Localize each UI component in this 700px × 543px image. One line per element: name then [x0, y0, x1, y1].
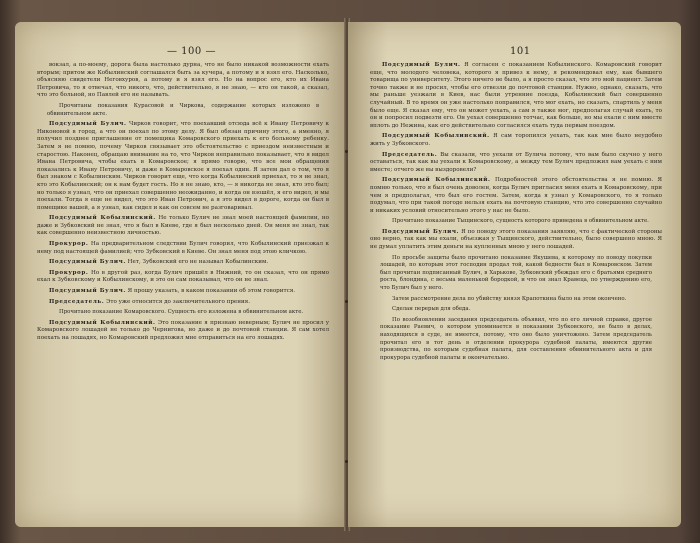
speaker-name: Подсудимый Булич. — [49, 288, 126, 295]
paragraph-note: Затем рассмотрение дела по убийству князя Крапоткина было на этом окончено. — [392, 295, 627, 302]
paragraph-speech — [37, 299, 329, 307]
right-page-number: 101 — [510, 46, 531, 57]
paragraph: вокзал, а по-моему, дорога была настолько дурна, что не было никакой возможности ехать вторым; притом же Кобылинский соглашался быть за кучера, а потому и я взял его. Насколько, объясняю свидетели Неговхуров, а потому и я взял его. Но на вопрос его, кто их Ивана Петровича, то я отвечал, что никого, что, действительно, я не знаю, — кто он такой, а сказал, что это больной, но Павлей его не называть. — [37, 62, 329, 99]
speech-text: Я сам торопился уехать, так как мне было неудобно жить у Зубковского. — [370, 133, 662, 147]
paragraph-speech — [37, 270, 329, 285]
speaker-name: Подсудимый Кобылинский. — [49, 319, 156, 326]
speaker-name: Подсудимый Булич. — [49, 259, 126, 266]
paragraph-speech — [37, 259, 329, 267]
right-page — [348, 22, 681, 527]
speaker-name: Подсудимый Булич. — [382, 62, 461, 68]
speaker-name: Подсудимый Булич. — [382, 228, 460, 235]
paragraph-speech — [370, 229, 662, 252]
speech-text: Подробностей этого обстоятельства я не помню. Я помню только, что я был очень доволен, когда Булич пригласил меня ехать в Комаровскому, при чем я предполагал, что был его гостем. Затем, когда я узнал у Комаровского, то я только подумал, что при такой погоде нельзя ехать на почтовую станцию, что это совершенно случайно и никаких условий относительно этого у нас не было. — [370, 177, 662, 214]
speech-text: Вы сказали, что уехали от Булича потому, что вам было скучно у него оставаться, так как вы уехали к Комаровскому, а между тем Булич предложил вам уехать с ним вместе; отчего же вы выздоровели? — [370, 151, 662, 173]
speech-text: На предварительном следствии Булич говорил, что Кобылинский приезжал к нему под настоящей фамилией; что Зубковский в Киеве. Он знал меня под этою кличкою. — [37, 241, 329, 255]
left-page — [15, 22, 346, 527]
paragraph-speech — [370, 177, 662, 215]
paragraph-speech — [37, 241, 329, 256]
speaker-name: Подсудимый Булич. — [49, 121, 127, 128]
paragraph-note: Прочитано показание Комаровского. Сущность его изложена в обвинительном акте. — [59, 309, 304, 316]
speech-text: Чирков говорит, что поехавший отсюда всё к Ивану Петровичу к Никоновой в город, а что он поехал по этому делу. Я был обязан причину этого, а именно, я получил позднее приглашение от помещика Комаровского приехать к его больному ребенку. Затем я не помню, почему Чирков связывает это обстоятельство с приездом неизвестным и старостою. Наконец, обращаю внимание на то, что Чирков неправильно показывает, что я видел Ивана Петровича, чтобы ехать в Комаровское; я прямо говорю, что все мои обращения показались к Ивану Петровичу, и даже в Комаровское я поехал один. Я затем дал о том, что я был знаком с Кобылинским. Чирков говорит еще, что когда Кобылинский приехал, то я не знал, кто это Кобылинский; он к нам будет гость. Но я не знаю, кто, — я никогда не знал, кто это был; но только я узнал, что он приехал совершенно неожиданно, и когда он взошёл, я его видел, и мы поехали. Тогда я еще не видел, что это Иван Петрович, а я это видел в дороге, когда он был в помещике вашей, а я узнал, как сидел и как он совсем не разговаривал. — [37, 121, 329, 211]
speaker-name: Прокурор. — [49, 269, 89, 276]
paragraph-speech — [370, 152, 662, 175]
speech-text: Я согласен с показанием Кобылинского. Комаровский говорит еще, что молодого человека, которого я привез к нему, я рекомендовал ему, как бывшего товарища по университету. Этого ничего не было, а я просто сказал, что это мой пациент. Затем точно также и не просил, чтобы его отвезли до почтовой станции. Нужно, однако, сказать, что мы раньше уезжали в Киев, нас были утренние поезда, Кобылинский был совершенно случайный. В то время он уже настолько поправился, что мог ехать, но сказать, спартиль у меня было еще. Я сказал ему, что он может уехать, а сам я также мог, предполагая случай ехать, то он и попросил подвезти его. Он уехал совершенно тотчас, как больше, но мы ехали с ним вместе вплоть до Нежина, как его действительно согласился ехать туда первым поездом. — [370, 62, 662, 129]
paragraph-speech — [370, 62, 662, 130]
paragraph-note: Сделан перерыв для обеда. — [392, 306, 471, 313]
speech-text: Нет, Зубковский его не называл Кобылинским. — [127, 259, 269, 266]
speech-text: Я прошу указать, в каком показании об этом говорится. — [127, 288, 296, 295]
speech-text: Не только Булич не знал моей настоящей фамилии, но даже и Зубковский не знал, что я был в Киеве, где я был несколько дней. Он меня не знал, так как совершенно неизвестною личностью. — [37, 215, 329, 237]
speaker-name: Подсудимый Кобылинский. — [382, 177, 491, 184]
paragraph-speech — [37, 320, 329, 343]
paragraph-speech — [37, 121, 329, 212]
paragraph-speech — [370, 133, 662, 148]
speaker-name: Председатель. — [49, 298, 105, 305]
speech-text: Это уже относится до заключительного прения. — [106, 298, 250, 305]
right-page-text — [370, 62, 662, 365]
paragraph-note: Прочитаны показания Курасовой и Чиркова, содержание которых изложено в обвинительном акте. — [47, 102, 319, 117]
left-page-number: — 100 — — [167, 46, 216, 57]
speaker-name: Подсудимый Кобылинский. — [382, 133, 490, 140]
speech-text: Я по поводу этого показания заявляю, что с фактической стороны оно верно, так как мы ехали, объезжая у Тыщинского, действительно, было совершено мною. Я не думал уплатить этим деньги на купленных мною у него лошадей. — [370, 228, 662, 251]
paragraph-note: По возобновлении заседания председатель объявил, что по его личной справке, другое показание Раевич, о котором упоминается в показании Зубковского, не было в делах, находящихся в суде, не имеется, потому, что оно было уничтожено. Затем председатель прочитал его в тот день в отделении прокурора судебной палаты, имеются другие производства, по которым судебная палата, для составления обвинительного акта и для прокурора судебной палаты и окончательно. — [380, 316, 652, 361]
speaker-name: Прокурор. — [49, 241, 89, 248]
paragraph-note: По просьбе защиты было прочитано показание Якушева, к которому по поводу покупки лошадей, по которым этот господин продал той, какой бедности был в Комаровском. Затем был прочитан подписанный Булич, в Харькове, Зубковский убеждал его с братьями среднего роста, блондина, с весьма маленькой бородкой, и что он знал Кравеца, по утверждению его, что Булич был у него. — [380, 254, 652, 292]
speech-text: Но в другой раз, когда Булич пришёл в Нижний, то он сказал, что он прямо ехал к Зубковскому и Кобылинскому, и это он сам показывал, что он не знал. — [37, 269, 329, 284]
left-page-text — [37, 62, 329, 346]
speaker-name: Председатель. — [382, 151, 438, 158]
paragraph-note: Прочитано показание Тыщинского, сущность которого приведена в обвинительном акте. — [392, 218, 649, 225]
paragraph-speech — [37, 288, 329, 296]
speech-text: Это показание я признаю неверным; Булич не просил у Комаровского лошадей не только до Чернигова, но даже и до почтовой станции. Я сам хотел поехать на лошадях, но Комаровский предложил мне отправиться на его лошадях. — [37, 319, 329, 341]
speaker-name: Подсудимый Кобылинский. — [49, 215, 156, 222]
paragraph-speech — [37, 215, 329, 238]
